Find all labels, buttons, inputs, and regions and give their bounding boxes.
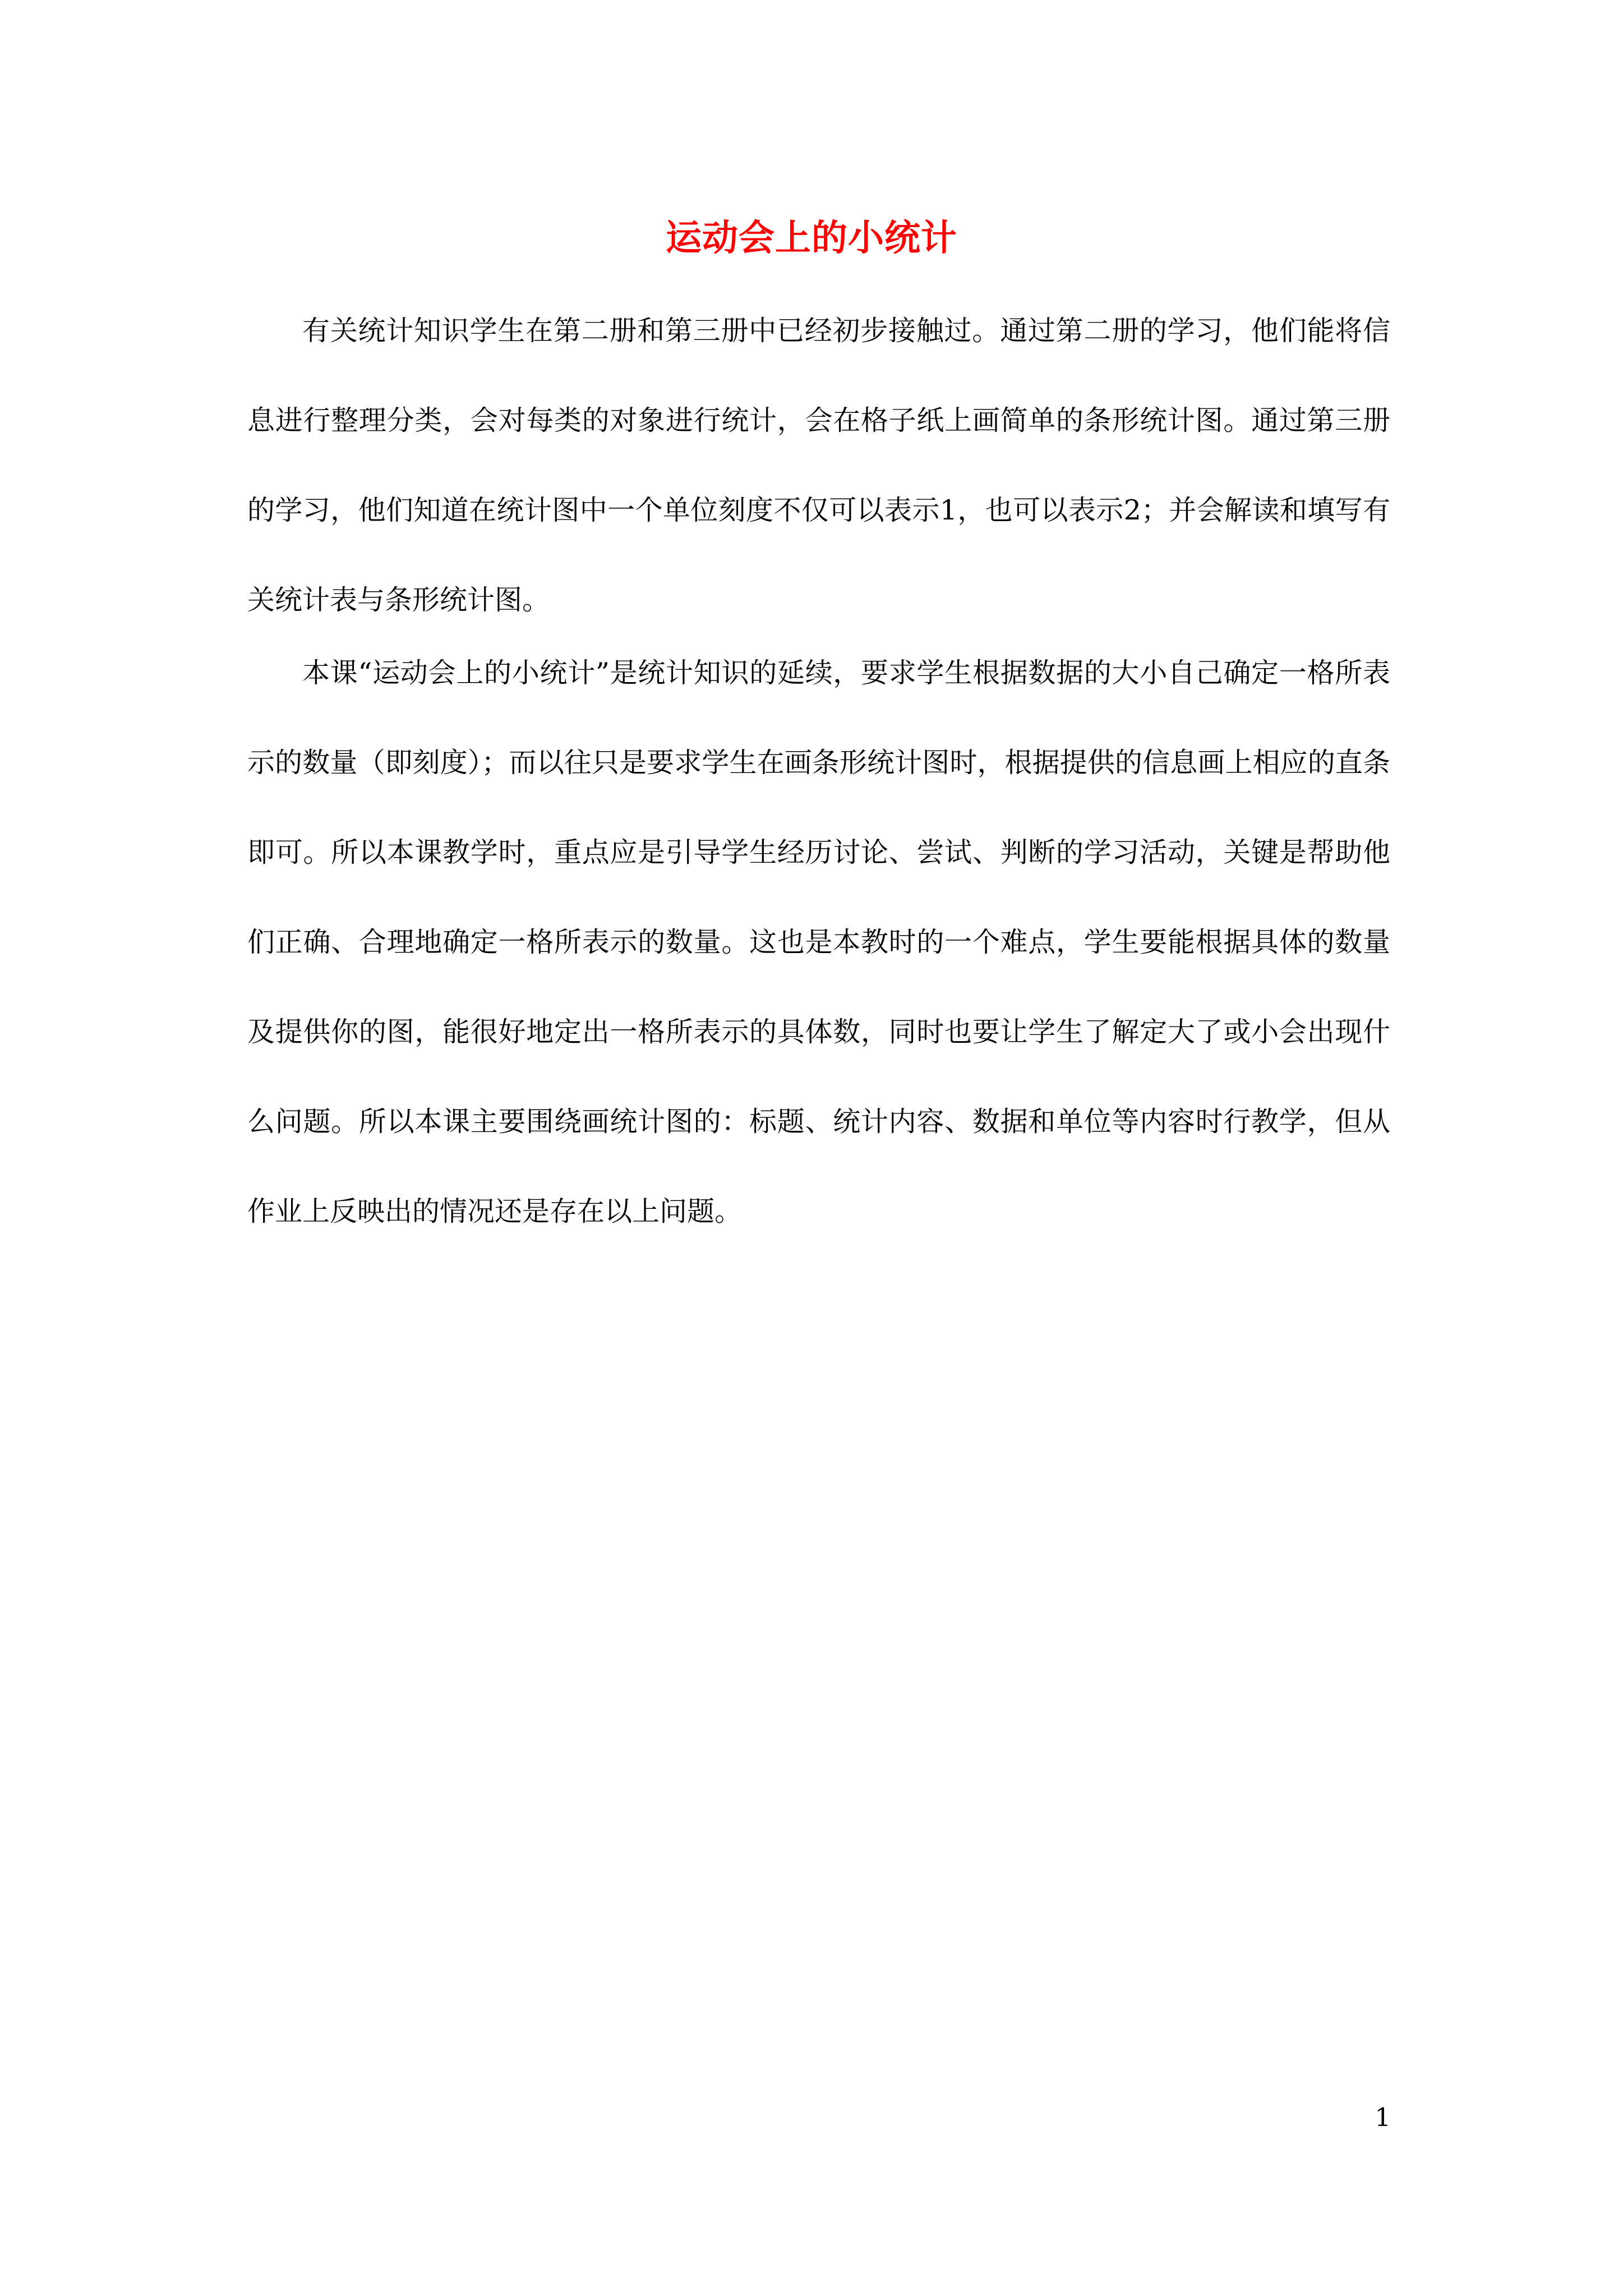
paragraph-2: 本课“运动会上的小统计”是统计知识的延续，要求学生根据数据的大小自己确定一格所表示的数量（即刻度）；而以往只是要求学生在画条形统计图时，根据提供的信息画上相应的直条即可。所以本课教学时，重点应是引导学生经历讨论、尝试、判断的学习活动，关键是帮助他们正确、合理地确定一格所表示的数量。这也是本教时的一个难点，学生要能根据具体的数量及提供你的图，能很好地定出一格所表示的具体数，同时也要让学生了解定大了或小会出现什么问题。所以本课主要围绕画统计图的：标题、统计内容、数据和单位等内容时行教学，但从作业上反映出的情况还是存在以上问题。 bbox=[247, 657, 1390, 1227]
document-title: 运动会上的小统计 bbox=[666, 218, 957, 259]
paragraph-2-container bbox=[247, 628, 1390, 1257]
paragraph-1: 有关统计知识学生在第二册和第三册中已经初步接触过。通过第二册的学习，他们能将信息进行整理分类，会对每类的对象进行统计，会在格子纸上画简单的条形统计图。通过第三册的学习，他们知道在统计图中一个单位刻度不仅可以表示1，也可以表示2；并会解读和填写有关统计表与条形统计图。 bbox=[247, 315, 1390, 616]
page-number: 1 bbox=[1375, 2102, 1391, 2132]
paragraph-1-container bbox=[247, 286, 1390, 645]
